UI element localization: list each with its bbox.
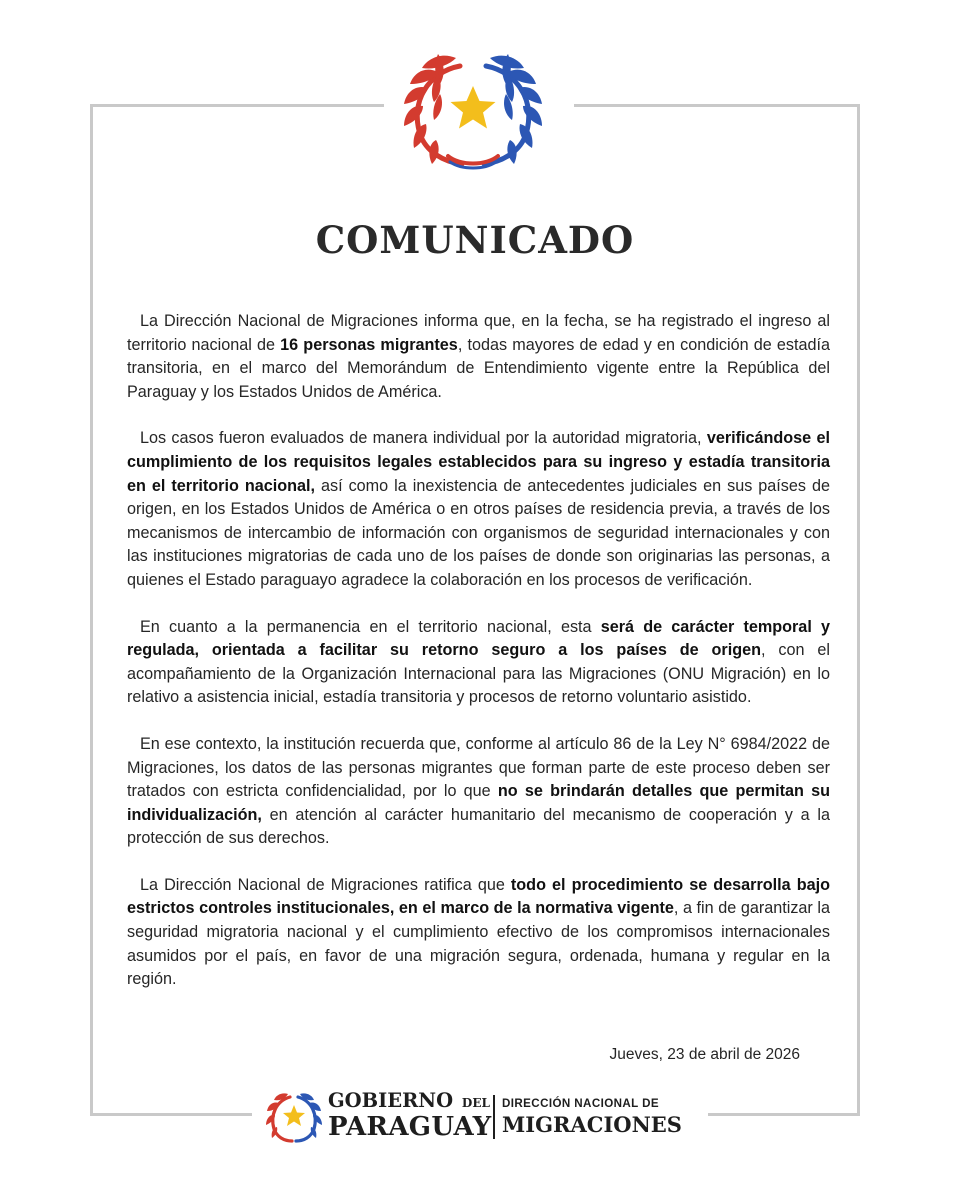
gov-del-text: DEL xyxy=(461,1096,490,1110)
page-title: COMUNICADO xyxy=(315,218,635,262)
p4-text-2: en atención al carácter humanitario del mecanismo de cooperación y a la protección de sus derechos. xyxy=(127,805,830,848)
p4-bold-1: no se brindarán detalles que permitan su individualización, xyxy=(127,782,830,824)
dnm-line1-text: DIRECCIÓN NACIONAL DE xyxy=(502,1097,659,1110)
p4-text-1: En ese contexto, la institución recuerda que, conforme al artículo 86 de la Ley N° 6984/2022 de Migraciones, los datos de las personas migrantes que forman parte de este proceso deben ser tratados con estricta confidencialidad, por lo que xyxy=(127,734,830,801)
gov-gobierno-text: GOBIERNO xyxy=(328,1089,454,1112)
p3-bold-1: será de carácter temporal y regulada, orientada a facilitar su retorno seguro a los países de origen xyxy=(127,617,830,660)
paragraph-5 xyxy=(127,874,830,992)
paragraph-1 xyxy=(127,310,830,404)
gov-paraguay-text: PARAGUAY xyxy=(328,1111,492,1142)
footer-divider xyxy=(493,1095,495,1139)
communique-body xyxy=(127,310,830,1015)
paragraph-2 xyxy=(127,427,830,592)
p1-text-2: , todas mayores de edad y en condición de estadía transitoria, en el marco del Memorándum de Entendimiento vigente entre la República del Paraguay y los Estados Unidos de América. xyxy=(127,335,830,401)
paragraph-3 xyxy=(127,616,830,710)
p5-text-2: , a fin de garantizar la seguridad migratoria nacional y el cumplimiento efectivo de los compromisos internacionales asumidos por el país, en favor de una migración segura, ordenada, humana y regular en la región. xyxy=(127,899,830,989)
p3-text-2: , con el acompañamiento de la Organización Internacional para las Migraciones (ONU Migración) en lo relativo a asistencia inicial, estadía transitoria y procesos de retorno voluntario asistido. xyxy=(127,641,830,707)
paraguay-coat-of-arms-icon xyxy=(398,44,548,172)
gov-line1 xyxy=(328,1091,488,1111)
p1-bold-1: 16 personas migrantes xyxy=(280,335,458,354)
p1-text-1: La Dirección Nacional de Migraciones informa que, en la fecha, se ha registrado el ingreso al territorio nacional de xyxy=(127,312,830,354)
p5-text-1: La Dirección Nacional de Migraciones ratifica que xyxy=(140,875,511,894)
paragraph-4 xyxy=(127,733,830,851)
migraciones-wordmark xyxy=(502,1097,702,1137)
p2-text-1: Los casos fueron evaluados de manera individual por la autoridad migratoria, xyxy=(140,429,707,448)
dnm-line2-text: MIGRACIONES xyxy=(502,1112,682,1137)
p5-bold-1: todo el procedimiento se desarrolla bajo estrictos controles institucionales, en el marco de la normativa vigente xyxy=(127,875,830,918)
p3-text-1: En cuanto a la permanencia en el territorio nacional, esta xyxy=(140,617,601,636)
p2-text-2: así como la inexistencia de antecedentes judiciales en sus países de origen, en los Estados Unidos de América o en otros países de residencia previa, a través de los mecanismos de intercambio de información con organismos de seguridad internacionales y con las instituciones migratorias de cada uno de los países de donde son originarias las personas, a quienes el Estado paraguayo agradece la colaboración en los procesos de verificación. xyxy=(127,476,830,589)
document-date: Jueves, 23 de abril de 2026 xyxy=(609,1046,800,1063)
p2-bold-1: verificándose el cumplimiento de los requisitos legales establecidos para su ingreso y estadía transitoria en el territorio nacional, xyxy=(127,429,830,495)
gobierno-del-paraguay-wordmark xyxy=(328,1089,492,1142)
paraguay-government-emblem-icon xyxy=(266,1091,322,1143)
footer-logo xyxy=(266,1091,696,1143)
